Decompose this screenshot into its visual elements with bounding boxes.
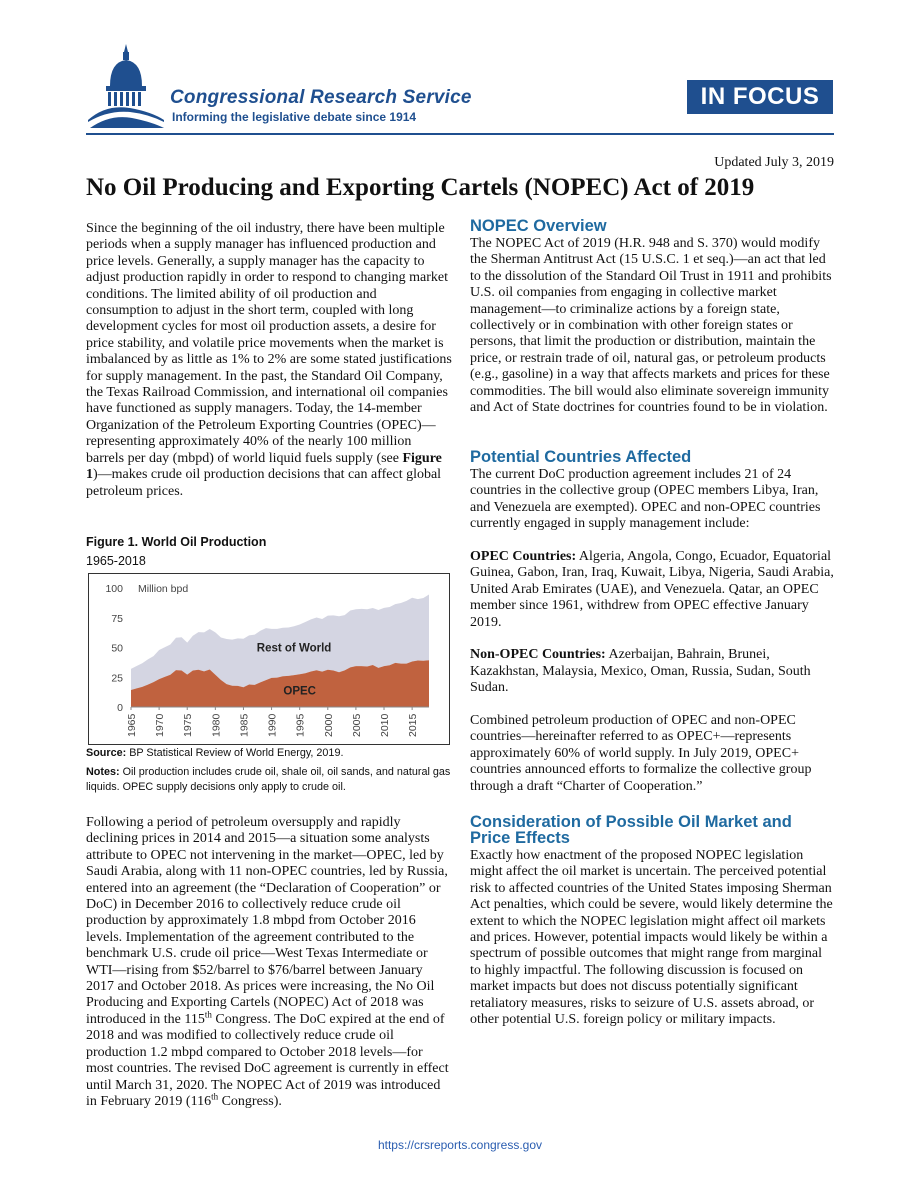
world-oil-production-chart	[88, 573, 450, 745]
x-tick-label: 2005	[350, 713, 363, 737]
y-tick-label: 100	[105, 583, 123, 595]
declaration-paragraph: Following a period of petroleum oversupply and rapidly declining prices in 2014 and 2015—a situation some analysts attribute to OPEC not intervening in the market—OPEC, led by Saudi Arabia, along with 11 non-OPEC countries, led by Russia, entered into an agreement (the “Declaration of Cooperation” or DoC) in December 2016 to collectively reduce crude oil production by approximately 1.8 mbpd from October 2016 levels. Implementation of the agreement contributed to the benchmark U.S. crude oil price—West Texas Intermediate or WTI—rising from $52/barrel to $76/barrel between January 2017 and October 2018. As prices were increasing, the No Oil Producing and Exporting Cartels (NOPEC) Act of 2018 was introduced in the 115th Congress. The DoC expired at the end of 2018 and was modified to collectively reduce crude oil production 1.2 mbpd compared to October 2018 levels—for most countries. The revised DoC agreement is currently in effect until March 31, 2020. The NOPEC Act of 2019 was introduced in February 2019 (116th Congress).	[86, 815, 449, 1109]
organization-tagline: Informing the legislative debate since 1914	[172, 110, 417, 124]
figure-1-reference[interactable]: Figure 1	[86, 450, 442, 483]
opec-countries-list: OPEC Countries: Algeria, Angola, Congo, Ecuador, Equatorial Guinea, Gabon, Iran, Iraq, Kuwait, Libya, Nigeria, Saudi Arabia, United Arab Emirates (UAE), and Venezuela. Qatar, an OPEC member since 1961, withdrew from OPEC effective January 2019.	[470, 549, 834, 630]
updated-date: Updated July 3, 2019	[714, 155, 834, 170]
x-tick-label: 1995	[294, 713, 307, 737]
y-axis-label: Million bpd	[138, 583, 189, 595]
chart-svg	[89, 574, 449, 744]
figure-caption	[86, 535, 266, 568]
x-tick-label: 2015	[407, 713, 420, 737]
figure-source: Source: BP Statistical Review of World Energy, 2019.	[86, 747, 344, 759]
y-tick-label: 75	[111, 612, 123, 625]
section-heading-effects: Consideration of Possible Oil Market and Price Effects	[470, 813, 792, 847]
opec-plus-paragraph: Combined petroleum production of OPEC and non-OPEC countries—hereinafter referred to as OPEC+—represents approximately 60% of world supply. In July 2019, OPEC+ countries announced efforts to formalize the collective group through a draft “Charter of Cooperation.”	[470, 713, 812, 794]
non-opec-countries-list: Non-OPEC Countries: Azerbaijan, Bahrain, Brunei, Kazakhstan, Malaysia, Mexico, Oman, Russia, Sudan, South Sudan.	[470, 647, 811, 696]
figure-notes: Notes: Oil production includes crude oil, shale oil, oil sands, and natural gas liquids. OPEC supply decisions only apply to crude oil.	[86, 766, 451, 793]
x-tick-label: 1975	[182, 713, 195, 737]
nopec-overview-section: NOPEC Overview The NOPEC Act of 2019 (H.R. 948 and S. 370) would modify the Sherman Antitrust Act (15 U.S.C. 1 et seq.)—an act that led to the dissolution of the Standard Oil Trust in 1911 and prohibits U.S. oil companies from engaging in collective market management—to criminalize actions by a foreign state, collectively or in combination with other foreign states or persons, that limit the production or distribution, maintain the price, or restrain trade of oil, natural gas, or petroleum products (e.g., gasoline) in a way that affects markets and prices for these commodities. The bill would also eliminate sovereign immunity and Act of State doctrines for countries found to be in violation.	[470, 218, 836, 416]
x-tick-label: 1980	[210, 713, 223, 737]
in-focus-badge: IN FOCUS	[687, 80, 833, 114]
header-divider	[86, 133, 834, 135]
page-title: No Oil Producing and Exporting Cartels (NOPEC) Act of 2019	[86, 174, 755, 201]
organization-name: Congressional Research Service	[170, 87, 472, 108]
y-tick-label: 25	[111, 672, 123, 685]
x-tick-label: 1970	[154, 713, 167, 737]
series-label-rest-of-world: Rest of World	[256, 642, 332, 655]
crs-reports-link[interactable]: https://crsreports.congress.gov	[377, 1138, 543, 1152]
x-tick-label: 1990	[266, 713, 279, 737]
y-tick-label: 0	[117, 702, 123, 714]
series-label-opec: OPEC	[283, 685, 316, 698]
section-heading-countries: Potential Countries Affected	[470, 448, 692, 466]
figure-title: Figure 1. World Oil Production	[86, 535, 267, 549]
x-tick-label: 1965	[126, 713, 138, 737]
x-tick-label: 1985	[238, 713, 251, 737]
countries-affected-section: Potential Countries Affected The current DoC production agreement includes 21 of 24 countries in the collective group (OPEC members Libya, Iran, and Venezuela are exempted). OPEC and non-OPEC countries currently engaged in supply management include: OPEC Countries: Algeria, Angola, Congo, Ecuador, Equatorial Guinea, Gabon, Iran, Iraq, Kuwait, Libya, Nigeria, Saudi Arabia, United Arab Emirates (UAE), and Venezuela. Qatar, an OPEC member since 1961, withdrew from OPEC effective January 2019. Non-OPEC Countries: Azerbaijan, Bahrain, Brunei, Kazakhstan, Malaysia, Mexico, Oman, Russia, Sudan, South Sudan. Combined petroleum production of OPEC and non-OPEC countries—hereinafter referred to as OPEC+—represents approximately 60% of world supply. In July 2019, OPEC+ countries announced efforts to formalize the collective group through a draft “Charter of Cooperation.”	[470, 449, 836, 795]
capitol-dome-logo	[86, 42, 166, 128]
x-tick-label: 2000	[322, 713, 335, 737]
x-tick-label: 2010	[379, 713, 392, 737]
market-effects-section: Consideration of Possible Oil Market and Price Effects Exactly how enactment of the proposed NOPEC legislation might affect the oil market is uncertain. The perceived potential risk to affected countries of the United States imposing Sherman Act penalties, which could be severe, would likely determine the extent to which the NOPEC legislation might affect oil markets and prices. However, potential impacts would likely be within a spectrum of possible outcomes that might range from marginal to highly impactful. The following discussion is focused on market impacts but does not discuss potentially significant retaliatory measures, risks to seizure of U.S. assets abroad, or other potential U.S. foreign policy or military impacts.	[470, 814, 836, 1028]
section-heading-overview: NOPEC Overview	[470, 217, 607, 235]
figure-subtitle: 1965-2018	[86, 554, 146, 568]
intro-paragraph: Since the beginning of the oil industry, there have been multiple periods when a supply manager has influenced production and price levels. Generally, a supply manager has the capacity to adjust production rapidly in order to respond to changing market conditions. The limited ability of oil production and consumption to adjust in the short term, coupled with long development cycles for most oil production assets, a desire for price stability, and volatile price movements when the market is imbalanced by as little as 1% to 2% are some stated justifications for supply management. In the past, the Standard Oil Company, the Texas Railroad Commission, and international oil companies have functioned as supply managers. Today, the 14-member Organization of the Petroleum Exporting Countries (OPEC)—representing approximately 40% of the nearly 100 million barrels per day (mbpd) of world liquid fuels supply (see Figure 1)—makes crude oil production decisions that can affect global petroleum prices.	[86, 221, 452, 499]
y-tick-label: 50	[111, 642, 123, 655]
